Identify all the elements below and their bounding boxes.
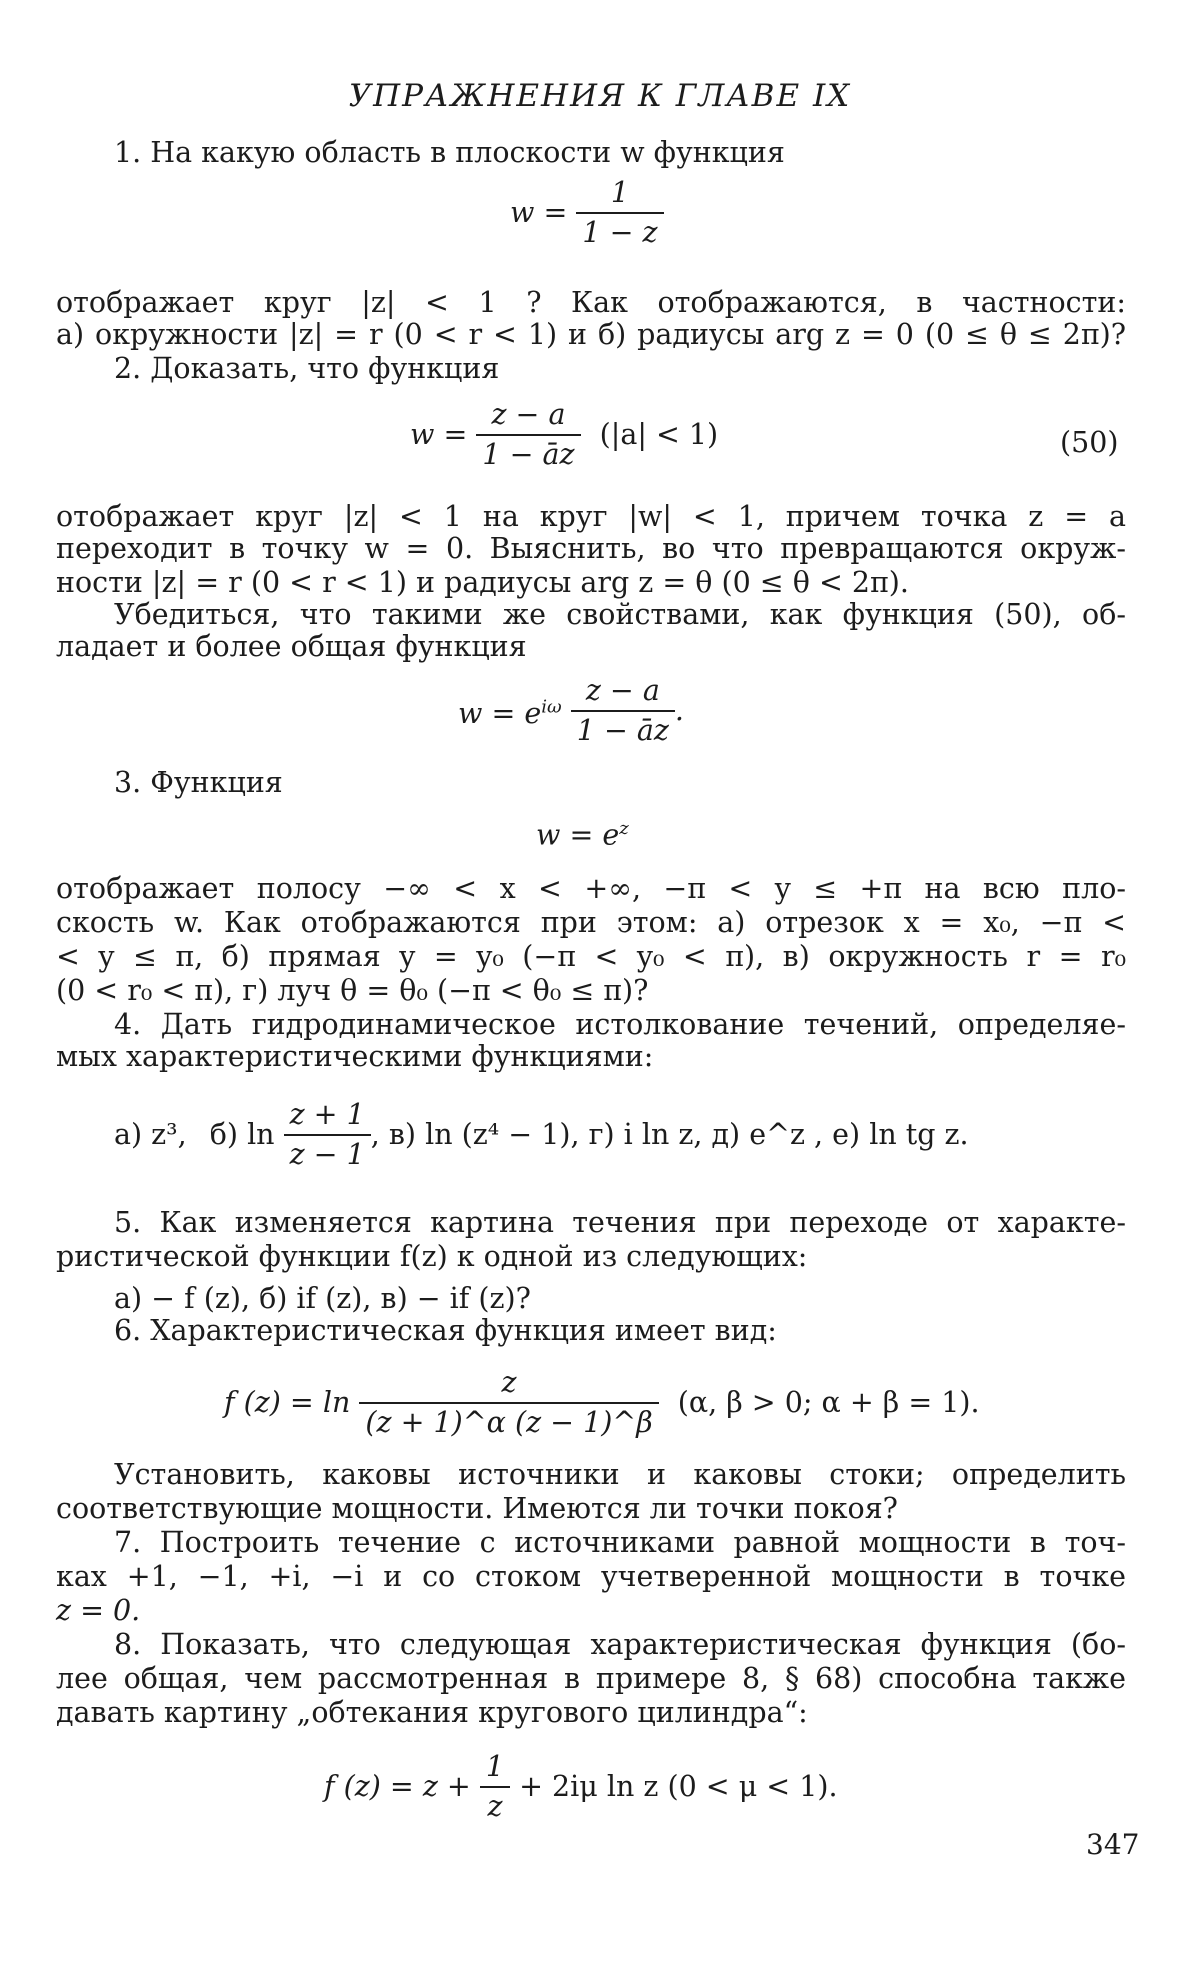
ex1-intro: 1. На какую область в плоскости w функция [114,136,785,169]
ex2-line2: переходит в точку w = 0. Выяснить, во что превращаются окруж- [56,532,1126,565]
page-number: 347 [1086,1828,1140,1861]
ex5-line1: 5. Как изменяется картина течения при переходе от характе- [114,1206,1126,1239]
ex8-fraction-num: 1 [480,1750,510,1788]
ex2-equation-number: (50) [1060,426,1119,459]
ex7-line2: ках +1, −1, +i, −i и со стоком учетверенной мощности в точке [56,1560,1126,1593]
ex1-fraction-den: 1 − z [582,216,658,249]
ex4-item-b-prefix: б) ln [209,1118,275,1151]
ex2-formula2-fraction [571,674,675,748]
ex2-formula2-den: 1 − āz [576,714,669,747]
ex2-formula2-lhs: w = e [458,697,542,731]
ex6-fraction-den: (z + 1)^α (z − 1)^β [365,1406,653,1439]
ex1-line1: отображает круг |z| < 1 ? Как отображаются, в частности: [56,286,1126,319]
ex3-intro: 3. Функция [114,766,283,799]
ex2-formula-lhs: w = [410,418,468,451]
ex4-item-rest: , в) ln (z⁴ − 1), г) i ln z, д) e^z , е) ln tg z. [370,1118,969,1151]
ex3-formula [536,812,629,853]
ex3-formula-exponent: z [619,818,629,839]
ex2-line4: Убедиться, что такими же свойствами, как функция (50), об- [114,598,1126,631]
ex8-formula-lhs: f (z) = z + [324,1770,471,1803]
ex3-line2: скость w. Как отображаются при этом: а) отрезок x = x₀, −π < [56,906,1126,939]
ex4-item-b-num: z + 1 [284,1098,371,1136]
ex1-formula [510,176,664,250]
ex1-fraction [576,176,663,250]
ex2-formula [410,398,718,472]
ex3-line3: < y ≤ π, б) прямая y = y₀ (−π < y₀ < π), в) окружность r = r₀ [56,940,1126,973]
ex2-fraction-num: z − a [476,398,580,436]
chapter-exercises-title: УПРАЖНЕНИЯ К ГЛАВЕ IX [348,78,852,114]
ex6-formula [224,1366,980,1440]
ex1-line2: а) окружности |z| = r (0 < r < 1) и б) радиусы arg z = 0 (0 ≤ θ ≤ 2π)? [56,318,1126,351]
ex8-formula [324,1750,838,1824]
ex2-formula2-exponent: iω [541,696,562,718]
ex2-fraction-den: 1 − āz [482,438,575,471]
ex8-line1: 8. Показать, что следующая характеристическая функция (бо- [114,1628,1126,1661]
ex2-formula2-num: z − a [571,674,675,712]
ex1-formula-lhs: w = [510,196,568,229]
ex2-formula2 [458,674,684,748]
ex2-formula-condition: (|a| < 1) [599,418,719,451]
ex2-fraction [476,398,580,472]
ex2-line1: отображает круг |z| < 1 на круг |w| < 1, причем точка z = a [56,500,1126,533]
ex5-line3: а) − f (z), б) if (z), в) − if (z)? [114,1282,531,1315]
ex1-fraction-num: 1 [576,176,663,214]
ex6-formula-lhs: f (z) = ln [224,1386,351,1419]
ex8-line2: лее общая, чем рассмотренная в примере 8, § 68) способна также [56,1662,1126,1695]
ex5-line2: ристической функции f(z) к одной из следующих: [56,1240,808,1273]
ex6-formula-condition: (α, β > 0; α + β = 1). [677,1386,980,1419]
ex7-line1: 7. Построить течение с источниками равной мощности в точ- [114,1526,1126,1559]
ex6-fraction-num: z [359,1366,658,1404]
ex4-line1: 4. Дать гидродинамическое истолкование течений, определяе- [114,1008,1126,1041]
ex4-line2: мых характеристическими функциями: [56,1040,654,1073]
ex4-item-a: а) z³, [114,1118,187,1151]
ex3-line1: отображает полосу −∞ < x < +∞, −π < y ≤ +π на всю пло- [56,872,1126,905]
ex2-line3: ности |z| = r (0 < r < 1) и радиусы arg z = θ (0 ≤ θ < 2π). [56,566,909,599]
ex4-functions [114,1098,969,1172]
ex6-line1: 6. Характеристическая функция имеет вид: [114,1314,777,1347]
ex2-intro: 2. Доказать, что функция [114,352,500,385]
ex2-formula2-end: . [674,694,684,727]
ex6-fraction [359,1366,658,1440]
ex4-item-b-fraction [284,1098,371,1172]
ex2-line5: ладает и более общая функция [56,630,527,663]
ex4-item-b-den: z − 1 [289,1138,365,1171]
ex7-line3: z = 0. [56,1594,141,1627]
ex8-fraction [480,1750,510,1824]
ex3-line4: (0 < r₀ < π), г) луч θ = θ₀ (−π < θ₀ ≤ π)? [56,974,649,1007]
ex6-line2: Установить, каковы источники и каковы стоки; определить [114,1458,1126,1491]
ex6-line3: соответствующие мощности. Имеются ли точки покоя? [56,1492,898,1525]
ex8-formula-rest: + 2iμ ln z (0 < μ < 1). [519,1770,838,1803]
ex3-formula-base: w = e [536,818,620,852]
ex8-fraction-den: z [487,1790,503,1823]
ex8-line3: давать картину „обтекания кругового цилиндра“: [56,1696,808,1729]
